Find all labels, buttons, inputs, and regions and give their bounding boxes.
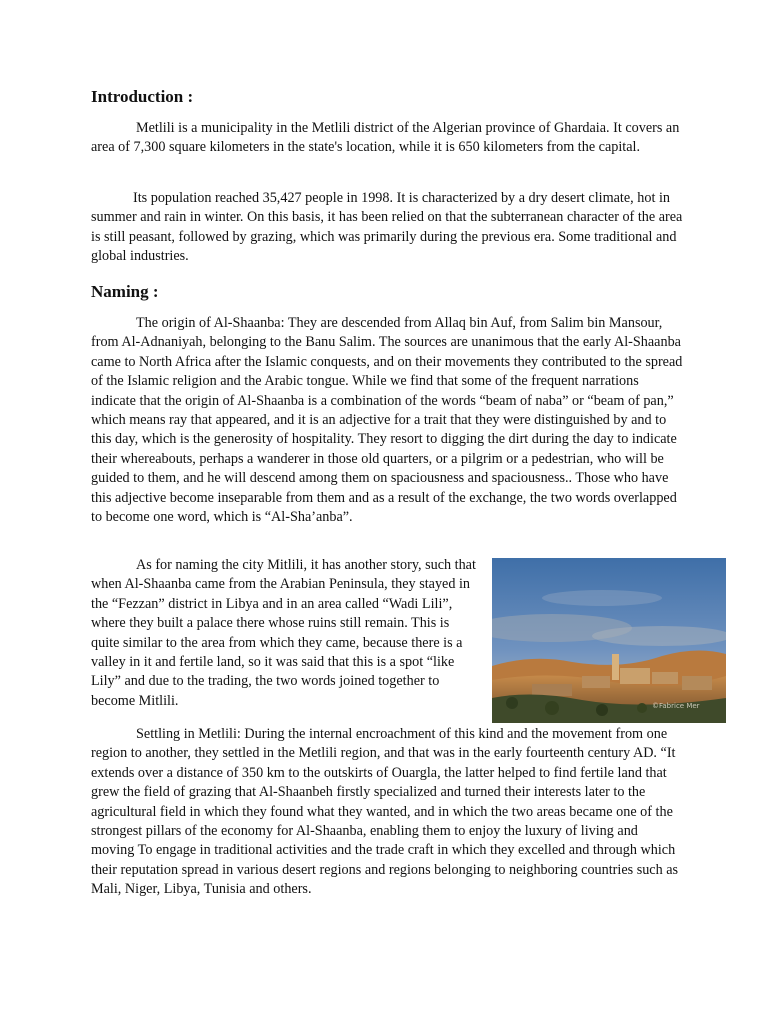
- metlili-town-photo: [492, 558, 726, 723]
- section-heading-introduction: Introduction :: [91, 87, 194, 106]
- section-heading-naming: Naming :: [91, 282, 159, 301]
- desert-town-image: [492, 558, 726, 723]
- naming-paragraph-settling: Settling in Metlili: During the internal encroachment of this kind and the movement from one region to another, they settled in the Metlili region, and that was in the early fourteenth century AD. “It extends over a distance of 350 km to the outskirts of Ouargla, the latter helped to find fertile land that grew the field of grazing that Al-Shaanbeh firstly specialized and turned their interests later to the agricultural field in which they found what they wanted, and in which the two areas became one of the strongest pillars of the economy for Al-Shaanba, enabling them to enjoy the luxury of living and moving To engage in traditional activities and the trade craft in which they excelled and through which their reputation spread in various desert regions and regions belonging to neighboring countries such as Mali, Niger, Libya, Tunisia and others.: [91, 726, 679, 898]
- naming-paragraph-origin: The origin of Al-Shaanba: They are descended from Allaq bin Auf, from Salim bin Mansour, from Al-Adnaniyah, belonging to the Banu Salim. The sources are unanimous that the early Al-Shaanba came to North Africa after the Islamic conquests, and on their movements they contributed to the spread of the Islamic religion and the Arabic tongue. While we find that some of the frequent narrations indicate that the origin of Al-Shaanba is a combination of the words “beam of naba” or “beam of pan,” which means ray that appeared, and it is an adjective for a trait that they were distinguished by and to this day, which is the generosity of hospitality. They resort to digging the dirt during the day to indicate their whereabouts, perhaps a wanderer in those old quarters, or a pilgrim or a pedestrian, who will be guided to them, and he will descend among them on spaciousness and spaciousness.. Those who have this adjective become inseparable from them and as a result of the exchange, the two words overlapped to become one word, which is “Al-Sha’anba”.: [91, 315, 683, 526]
- intro-paragraph-1: Metlili is a municipality in the Metlili district of the Algerian province of Ghardaia. It covers an area of 7,300 square kilometers in the state's location, while it is 650 kilometers from the capital.: [91, 120, 680, 156]
- intro-paragraph-2: Its population reached 35,427 people in 1998. It is characterized by a dry desert climate, hot in summer and rain in winter. On this basis, it has been relied on that the subterranean character of the area is still peasant, followed by grazing, which was primarily during the previous era. Some traditional and global industries.: [91, 190, 683, 265]
- naming-paragraph-mitlili: As for naming the city Mitlili, it has another story, such that when Al-Shaanba came from the Arabian Peninsula, they stayed in the “Fezzan” district in Libya and in an area called “Wadi Lili”, where they built a palace there whose ruins still remain. This is quite similar to the area from which they came, because there is a valley in it and fertile land, so it was said that this is a spot “like Lily” and due to the trading, the two words joined together to become Mitlili.: [91, 557, 476, 709]
- photo-watermark: ©Fabrice Mer: [652, 702, 700, 710]
